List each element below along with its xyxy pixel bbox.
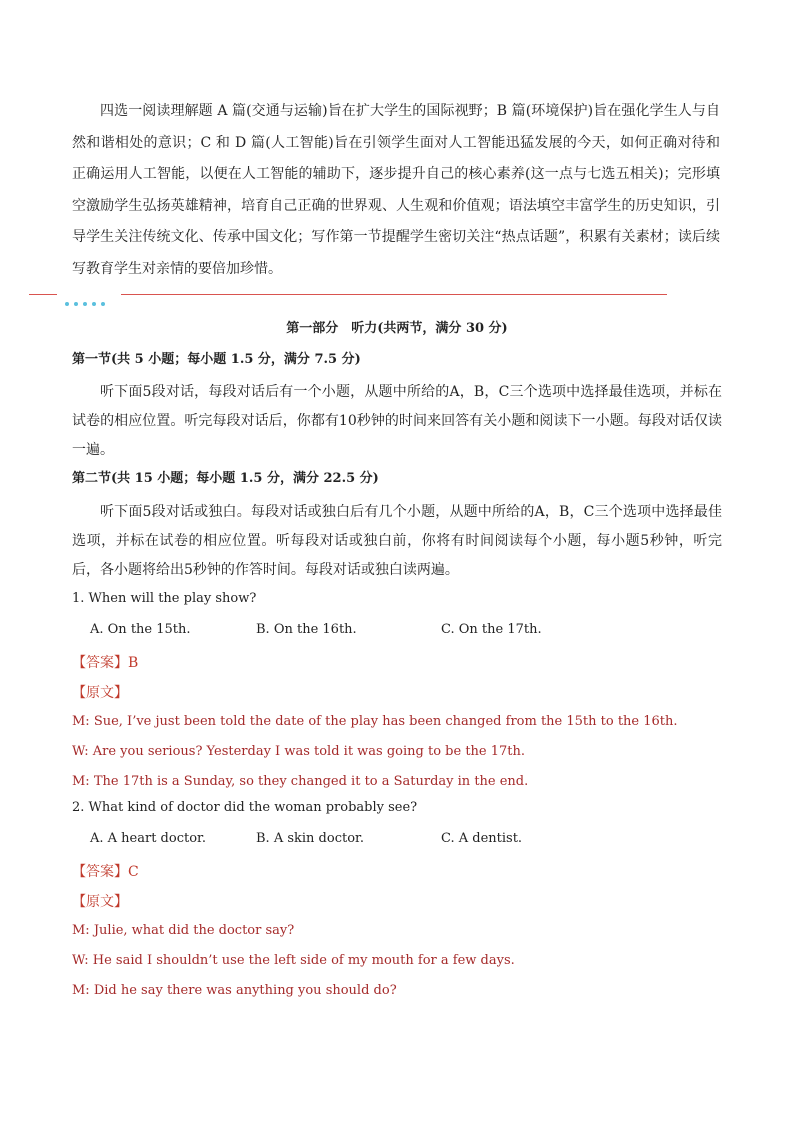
question-1-script-line: W: Are you serious? Yesterday I was told it was going to be the 17th. bbox=[72, 744, 526, 759]
question-1-script-label bbox=[72, 684, 128, 702]
question-1-answer bbox=[72, 654, 138, 672]
question-2-answer bbox=[72, 863, 139, 881]
script-label: 【原文】 bbox=[72, 685, 128, 701]
divider-dot bbox=[92, 302, 96, 306]
divider-line-right bbox=[121, 294, 667, 295]
answer-label: 【答案】 bbox=[72, 864, 128, 880]
answer-label: 【答案】 bbox=[72, 655, 128, 671]
question-2-option-c: C. A dentist. bbox=[441, 831, 523, 846]
question-1-option-c: C. On the 17th. bbox=[441, 622, 542, 637]
section2-instructions: 听下面5段对话或独白。每段对话或独白后有几个小题，从题中所给的A，B，C三个选项中选择最佳选项，并标在试卷的相应位置。听每段对话或独白前，你将有时间阅读每个小题，每小题5秒钟，听完后，各小题将给出5秒钟的作答时间。每段对话或独白读两遍。 bbox=[72, 504, 722, 578]
divider-dot bbox=[65, 302, 69, 306]
question-2-option-b: B. A skin doctor. bbox=[256, 831, 364, 846]
question-2-stem: 2. What kind of doctor did the woman probably see? bbox=[72, 800, 418, 815]
divider-dot bbox=[74, 302, 78, 306]
question-2-options bbox=[90, 830, 690, 848]
question-1-options bbox=[90, 621, 690, 639]
part-title: 第一部分 听力(共两节，满分 30 分) bbox=[286, 321, 508, 336]
question-2-script-label bbox=[72, 893, 128, 911]
question-2-script-line: M: Julie, what did the doctor say? bbox=[72, 923, 295, 938]
question-1-script-line: M: The 17th is a Sunday, so they changed it to a Saturday in the end. bbox=[72, 774, 529, 789]
answer-value: C bbox=[128, 864, 139, 880]
question-2-option-a: A. A heart doctor. bbox=[90, 831, 206, 846]
divider-dot bbox=[83, 302, 87, 306]
question-2-script-line: M: Did he say there was anything you should do? bbox=[72, 983, 397, 998]
answer-value: B bbox=[128, 655, 139, 671]
question-1-option-a: A. On the 15th. bbox=[90, 622, 191, 637]
section2-title: 第二节(共 15 小题；每小题 1.5 分，满分 22.5 分) bbox=[72, 471, 379, 486]
intro-paragraph: 四选一阅读理解题 A 篇(交通与运输)旨在扩大学生的国际视野；B 篇(环境保护)旨在强化学生人与自然和谐相处的意识；C 和 D 篇(人工智能)旨在引领学生面对人工智能迅猛发展的今天，如何正确对待和正确运用人工智能，以便在人工智能的辅助下，逐步提升自己的核心素养(这一点与七选五相关)；完形填空激励学生弘扬英雄精神，培育自己正确的世界观、人生观和价值观；语法填空丰富学生的历史知识，引导学生关注传统文化、传承中国文化；写作第一节提醒学生密切关注“热点话题”，积累有关素材；读后续写教育学生对亲情的要倍加珍惜。 bbox=[72, 103, 720, 277]
question-1-option-b: B. On the 16th. bbox=[256, 622, 357, 637]
divider-dots bbox=[65, 291, 110, 297]
script-label: 【原文】 bbox=[72, 894, 128, 910]
question-2-script-line: W: He said I shouldn’t use the left side of my mouth for a few days. bbox=[72, 953, 515, 968]
divider-dot bbox=[101, 302, 105, 306]
question-1-script-line: M: Sue, I’ve just been told the date of the play has been changed from the 15th to the 16th. bbox=[72, 714, 678, 729]
question-1-stem: 1. When will the play show? bbox=[72, 591, 257, 606]
section1-instructions: 听下面5段对话，每段对话后有一个小题，从题中所给的A，B，C三个选项中选择最佳选项，并标在试卷的相应位置。听完每段对话后，你都有10秒钟的时间来回答有关小题和阅读下一小题。每段对话仅读一遍。 bbox=[72, 384, 722, 458]
decorative-divider bbox=[29, 293, 667, 296]
section1-title: 第一节(共 5 小题；每小题 1.5 分，满分 7.5 分) bbox=[72, 352, 361, 367]
divider-line-left bbox=[29, 294, 57, 295]
